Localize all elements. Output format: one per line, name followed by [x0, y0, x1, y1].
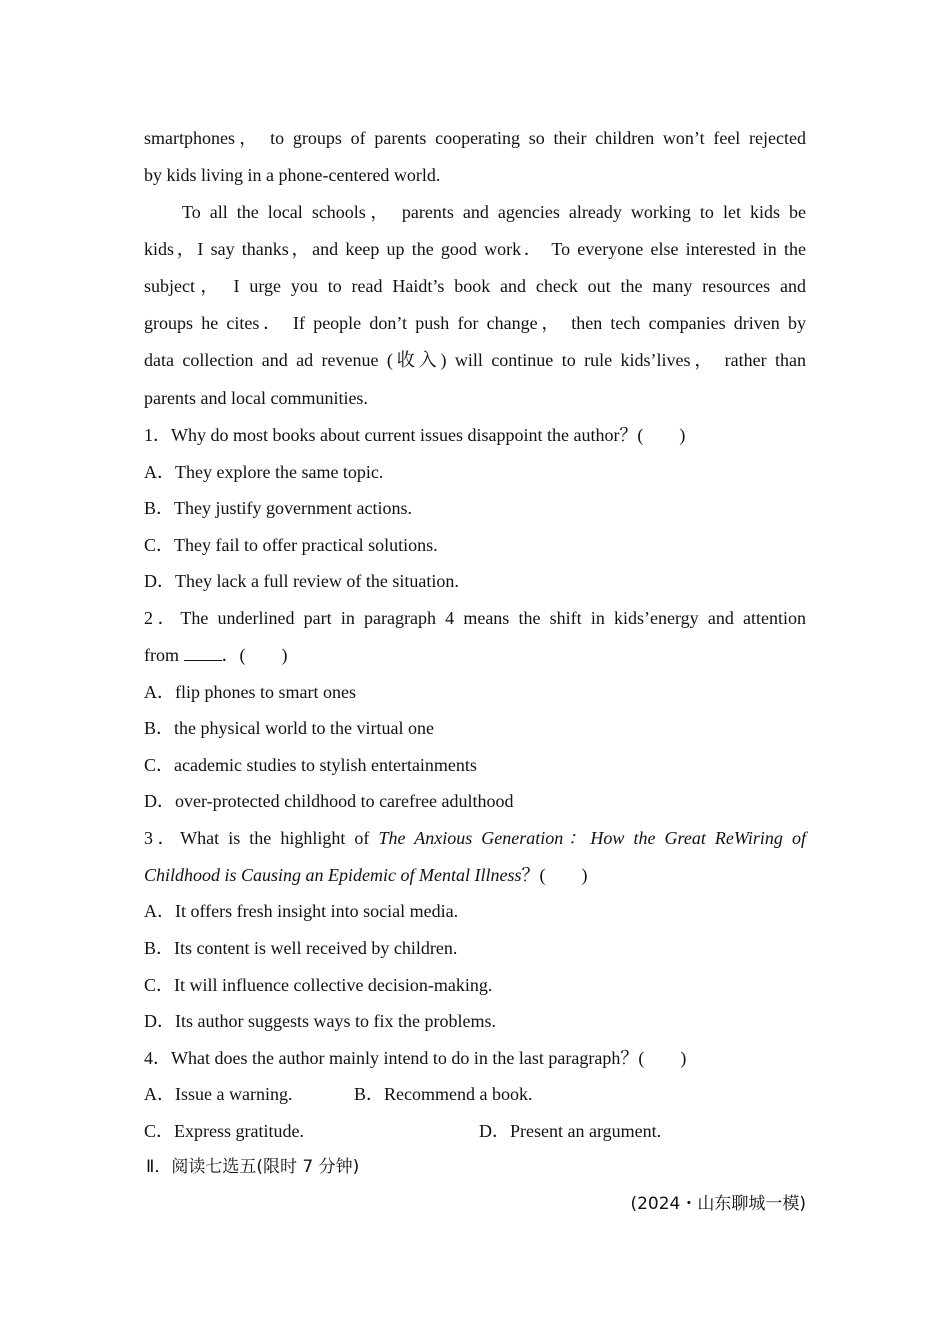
question-4-options-row1 [144, 1082, 806, 1106]
question-4-option-c: C．Express gratitude. [144, 1121, 304, 1141]
passage-line: To all the local schools， parents and agencies already working to let kids be [182, 202, 806, 222]
question-2-option-a: A．flip phones to smart ones [144, 682, 356, 702]
question-3-option-a: A．It offers fresh insight into social media. [144, 901, 459, 921]
question-3-option-d: D．Its author suggests ways to fix the problems. [144, 1011, 496, 1031]
passage-line: data collection and ad revenue (收入) will continue to rule kids’lives， rather than [144, 350, 806, 370]
question-2-stem: 2．The underlined part in paragraph 4 means the shift in kids’energy and attention [144, 608, 806, 628]
question-2-stem-cont [144, 643, 806, 667]
passage-line: groups he cites． If people don’t push for change， then tech companies driven by [144, 313, 806, 333]
passage-line: parents and local communities. [144, 388, 368, 408]
question-4-option-b: B．Recommend a book. [354, 1084, 533, 1104]
question-3-option-b: B．Its content is well received by children. [144, 938, 458, 958]
book-title: The Anxious Generation：How the Great ReWiring of [378, 828, 806, 848]
question-2-option-d: D．over-protected childhood to carefree adulthood [144, 791, 514, 811]
passage-line: smartphones， to groups of parents cooperating so their children won’t feel rejected [144, 128, 806, 148]
question-3-paren: ？( ) [521, 865, 588, 885]
book-title-cont: Childhood is Causing an Epidemic of Mental Illness [144, 865, 522, 885]
question-1-stem: 1．Why do most books about current issues disappoint the author？( ) [144, 425, 686, 445]
question-3-stem-cont [144, 863, 806, 887]
passage-line: kids，I say thanks，and keep up the good work． To everyone else interested in the [144, 239, 806, 259]
passage-line: by kids living in a phone-centered world. [144, 165, 441, 185]
question-1-option-d: D．They lack a full review of the situation. [144, 571, 459, 591]
question-4-option-d: D．Present an argument. [479, 1121, 662, 1141]
question-4-option-a: A．Issue a warning. [144, 1084, 293, 1104]
passage-line: subject， I urge you to read Haidt’s book and check out the many resources and [144, 276, 806, 296]
question-3-text: 3．What is the highlight of [144, 828, 379, 848]
question-1-option-c: C．They fail to offer practical solutions. [144, 535, 438, 555]
question-2-from: from [144, 645, 184, 665]
question-4-stem: 4．What does the author mainly intend to do in the last paragraph？( ) [144, 1048, 687, 1068]
question-2-option-b: B．the physical world to the virtual one [144, 718, 434, 738]
question-3-stem [144, 826, 806, 850]
answer-blank [184, 644, 222, 661]
question-1-option-b: B．They justify government actions. [144, 498, 412, 518]
section-source: (2024・山东聊城一模) [630, 1194, 806, 1214]
section-heading: Ⅱ．阅读七选五(限时 7 分钟) [146, 1157, 360, 1177]
question-1-option-a: A．They explore the same topic. [144, 462, 384, 482]
question-2-option-c: C．academic studies to stylish entertainments [144, 755, 477, 775]
question-4-options-row2 [144, 1119, 806, 1143]
question-3-option-c: C．It will influence collective decision-making. [144, 975, 493, 995]
question-2-paren: ．( ) [221, 645, 288, 665]
